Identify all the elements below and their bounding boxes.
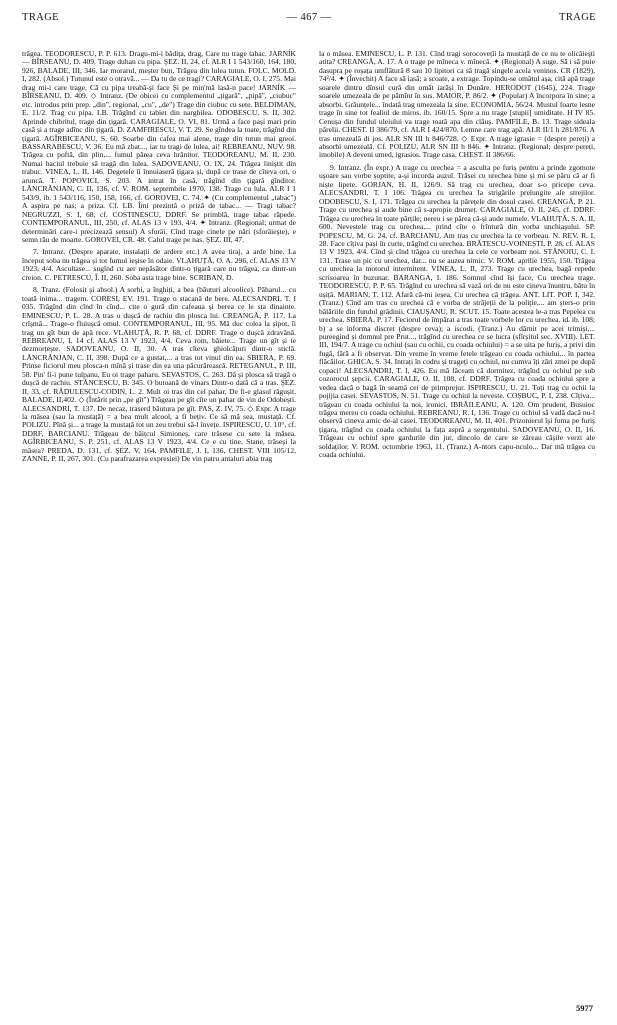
entry-continuation: trăgea. TEODORESCU, P. P. 613. Dragu-mi-i bădița, drag, Care nu trage tabac. JARNÍK — BÎRSEANU, D. 409. Trage duhan cu pipa. ŞEZ. II, 24, cf. ALR I 1 543/160, 164, 180, 926, BALADE, III, 346. Iar morarul, meșter bun, Trăgea din lulea tutun. FOLC. MOLD. I, 282. (Absol.) Tutunul este o otravă... — Da tu de ce tragi? CARAGIALE, O. I, 275. Mai drag mi-i care trage, Că cu pipa treabă-și face Și pe min'mă lasă-n pace! JARNÍK — BÎRSEANU, D. 409. ◇ Intranz. (De obicei cu complementul „țigară", „pipă", „ciubuc" etc. introdus prin prep. „din", regional, „cu", „de") Trage din ciubuc cu sete. BELDIMAN, E. 11/2. Trag cu pipa. LB. Trăgînd cu tabiet din narghilea. ODOBESCU, S. II, 302. Aprinde chibritul, trage din țigară. CARAGIALE, O. VI, 81. Urmă a face pași mari prin casă și a trage adînc din țigară. D. ZAMFIRESCU, V. T. 29. Se gîndea la toate, trăgînd din țigară. AGÎRBICEANU, S. 60. Soarbe din cafea mai alene, trage din tutun mai greoi. BASSARABESCU, V. 36. Eu mă zbat..., iar tu tragi de lulea, ai! REBREANU, NUV. 98. Trăgea cu poftă, din plin,... fumul pârea ceva hrănitor. TEODOREANU, M. II, 230. Numai baciul trebuie să tragă din lulea. SADOVEANU, O. IX, 24. Trăgea liniștit din trabuc. VINEA, L. II, 146. Degetele îi înnuiaseră țigara și, după ce trase de cîteva ori, o aruncă. T. POPOVICI, S. 203. A intrat în casă, trăgînd din țigară gînditor. LĂNCRĂNJAN, C. II, 136, cf. V. ROM. septembrie 1970, 138. Trage cu lula. ALR I 1 543/9, ib. 1 543/116, 150, 158, 166, cf. GOROVEI, C. 74. ✦ (Cu complementul „tabac") A aspira pe nas; a priza. Cf. LB. Îmi prezintă o priză de tabac... — Tragi tabac? NEGRUZZI, S. I, 68, cf. COSTINESCU, DDRF. Se primblă, trage tabac răpede. CONTEMPORANUL, III, 250, cf. ALAS 13 v 193, 4/4. ✦ Intranz. (Regional; urmat de determinări care-i precizează sensul) A sforăi. Cînd trage cinele pe nări (sforăiește), e semn rău de moarte. GOROVEI, CR. 48. Calul trage pe nas. ŞEZ. III, 47. xyxy=(22,49,296,244)
sense-8-continuation: la o măsea. EMINESCU, L. P. 131. Cînd tragi sorocovețîi la mustață de ce nu te olicăiești atita? CREANGĂ, A. 17. A o trage pe mîneca v. mînecă. ✦ (Regional) A suge. Să i să puie dasupra pe roșața umflătură 8 sau 10 lipitori ca să tragă singele acela veninos. CR (1829), 74²/4. ✦ (Învechit) A face să iasă; a scoate, a extrage. Topindu-se omătul așa, cită apă trage soarele dintru dînsul cură din omăt iarăși în Dunăre. HERODOT (1645), 224. Trage soarele umezeala de pe pămînt în sus. MAIOR, P. 86/2. ✦ (Popular) A încorpora în sine; a absorbi. Grăunțele... îndată trag umezeala la sine. ECONOMIA, 56/24. Mustul foarte lesne trage în sine tot fealiul de miros. ib. 160/15. Spre a nu trage [stupii] umiditate. H IV 85. Cenușa din fundul uleiului va trage toată apa din clăuș. PAMFILE, B. 13. Trage sideala părelii. CHEST. II 386/79, cf. ALR I 424/870. Lemne care trag apă. ALR II/1 h 281/876. A tras umezeală di jos. ALR SN III h 846/728. ◇ Expr. A trage igrasie = (despre pereți) a absorbi umezeală. Cf. POLIZU, ALR SN III h 846. ✦ Intranz. (Regional; despre pereți, imobile) A deveni umed, igrasios. Trage casa. CHEST. II 386/66. xyxy=(319,49,595,160)
page-code: 5977 xyxy=(576,1003,593,1013)
right-column xyxy=(319,50,595,460)
header-page-number: — 467 — xyxy=(286,12,332,23)
running-header xyxy=(22,12,596,26)
left-column xyxy=(22,50,296,464)
sense-9: 9. Intranz. (În expr.) A trage cu urechea = a asculta pe furiș pentru a prinde zgomote ușoare sau vorbe șoptite, a-și incorda auzul. Trăsei cu urechea bine și mi se păru că ar fi niște lipete. GORJAN, H. II, 126/9. Să trag cu urechea, doar s-o pricepe ceva. ALECSANDRI, T. I 106. Trăgea cu urechea la strigările prelungite ale strejilor. ODOBESCU, S. I, 171. Trăgea cu urechea la părețele din dosul casei. CREANGĂ, P. 21. Trage cu urechea și aude bine că s-apropie drumeț. CARAGIALE, O. II, 245, cf. DDRF. Trăgea cu urechea în toate părțile; nereu i se părea că-și aude numele. VLAHUȚĂ, S. A. II, 600. Nevestele trag cu urechea,... prind cîte o frîntură din vorba unchiașului. SP. POPESCU, M. G. 24, cf. BARCIANU. Am tras cu urechea la ce vorbeau. N. REV. R. I, 28. Face cîțiva pași în curte, trăgînd cu urechea. BRĂTESCU-VOINEȘTI, P. 28, cf. ALAS 13 V 1923, 4/4. Cînd și cînd trăgea cu urechea la cele ce vorbeam noi. STĂNOIU, C. I. 131. Trase un pic cu urechea, dar... nu se auzea nimic. V. ROM. aprilie 1955, 150. Trăgea cu urechea la motorul intermitent. VINEA, L. II, 273. Trage cu urechea, bagă repede scrisoarea în buzunar. BARANGA, I. 186. Somnul cînd își face, Cu urechea trage. TEODORESCU, P. P. 65. Trăgînd cu urechea să vază ori de nu este cineva înuntru, bătu în ușiță. MARIAN, T. 112. Afară că-mi ieșea, Cu urechea că trăgea. ANT. LIT. POP. I, 342. (Tranz.) Cînd am tras cu urechea că e vorba de străjeții de la poliție,... am șters-o prin bălăriile din fundul grădinii. CIAUȘANU, R. SCUT. 15. Toate acestea le-a tras Pepelea cu urechea. SBIERA, P. 17. Feciorul de împărat a tras toate vorbele lor cu urechea. id. ib. 108; b) a se informa discret (despre ceva); a iscodi. (Tranz.) Au dărnit pe acei trimiși,... pureegind și domnul pre Prut..., trăgînd cu urechea ce se lucra (sfîrșitul sec. XVIII). LET. III, 194/7. A trage cu ochiul (sau cu ochii, cu coada ochiului) = a se uita pe furiș, a privi din fugă, fără a fi observat. Din vreme în vreme fetele trăgeau cu coada ochiului... în partea flăcăilor. GHICA, S. 34. Intrați în codru și trageți cu ochiul, nu cumva îți zări zmei pe după copaci! ALECSANDRI, T. I, 426. Eu mă făceam că dormitez, trăgînd cu ochiul pe sub cozorocul șepcii. CARAGIALE, O. II, 108, cf. DDRF. Trăgea cu coada ochiului spre a vedea dacă o bagă în seamă cei de primprejur. ISPIRESCU, U. 21. Toți trag cu ochii la pojijia casei. SEVASTOS, N. 51. Trage cu ochiul la neveste. COȘBUC, P. I, 238. Cîțiva... trăgeau cu coada ochiului la noi, ironici. IBRĂILEANU, A. 120. Om prudent, Busuioc trăgea mereu cu coada ochiului. REBREANU, R. I, 136. Trage cu ochiul să vadă dacă nu-l observă cineva amic de-al casei. TEODOREANU, M. II, 401. Prizonierul își fuma pe furiș țigara, trăgînd cu coada ochiului la fața aspră a sergentului. SADOVEANU, O. II, 16. Trăgeau cu ochiul spre gardurile din jur, dincolo de care se zăreau cășile verzi ale soldaților. V. ROM. octombrie 1963, 11. (Tranz.) A-ntors capu-nculo... Dar mă trăgea cu coada ochiului. xyxy=(319,162,595,460)
header-headword-left: TRAGE xyxy=(22,12,59,23)
header-headword-right: TRAGE xyxy=(559,12,596,23)
sense-7: 7. Intranz. (Despre aparate, instalații de ardere etc.) A avea tiraj, a arde bine. La început soba nu trăgea și tot fumul ieșise în odaie. VLAHUȚĂ, O. A. 296, cf. ALAS 13 V 1923, 4/4. Ascultase... sugînd cu aer nepăsător dintr-o țigară care nu trăgea, ca dintr-un creion. C. PETRESCU, Î. II, 260. Soba asta trage bine. SCRIBAN, D. xyxy=(22,247,296,282)
sense-8: 8. Tranz. (Folosit și absol.) A sorbi, a înghiți, a bea (băuturi alcoolice). Păharul... cu toată inima... tragem. CORESI, EV. 191. Trage o stacană de bere. ALECSANDRI, T. I 035. Trăgînd din cînd în cînd... cite o gură din cafeaua și berea ce le sta dinainte. EMINESCU, P. L. 28. A tras o dușcă de rachiu din plosca lui. CREANGĂ, P. 117. La crîșmă... Trage-o fluiușcă omul. CONTEMPORANUL, III, 95. Mă duc colea la șipot, îi trag un gît bun de apă rece. VLAHUȚĂ, R. P. 68, cf. DDRF. Trage o dușcă zdravănă. REBREANU, I. 14 cf. ALAS 13 V 1923, 4/4. Ceva rom, băiete... Trage un gît și te dezmorțește. SADOVEANU, O. II, 30. A tras cîteva ghiolcățuri dintr-o sticlă. LĂNCRĂNJAN, C. II, 398. După ce a gustat,... a tras tot vinul din ea. SBIERA, P. 69. Prinse ficiorul meu plosca-n mînă și trase din ea una păcurărească. RETEGANUL, P. III, 58. Pin' fi-i pune tulpanu, Eu oi trage paharu. SEVASTOS, C. 263. Dă și plosca să tragă o dușcă de rachiu. STĂNCESCU, B. 345. O butoană de vinars Dintr-o dată că a tras. ŞEZ. II, 33, cf. RĂDULESCU-CODIN, L. 2. Mult oi tras din cel pahar, De fi-e glasul răgușit. BALADE, II,402. ◇ (Întărit prin „pe gît") Trăgeau pe gît cîte un pahar de vin de Odobești. ALECSANDRI, T. 137. De necaz, traserd băutura pe gît. PAS, Z. IV, 75. ◇ Expr. A trage la măsea (sau la mustață) = a bea mult alcool, a fi bețiv. Ce să mă sea, mustață. Cf. POLIZU. Pînă și... a trage la mustață tot un zeu trebui să-l învețe. ISPIRESCU, U. 10°, cf. DDRF, BARCIANU. Trăgeau de băițcul Simioneș, care trăsese cu sete la măsea. AGÎRBICEANU, S. P. 251, cf. ALAS 13 V 1923, 4/4. Ce e cu tine, Stane, trăseși la măsea? PREDA, D. 131, cf. ŞEZ. V, 164, PAMFILE, J. I, 136, CHEST. VIII 105/12, ZANNE, P. II, 267, 301. (Cu parafrazarea expresiei) De vin patru antaluri abia trag xyxy=(22,285,296,464)
